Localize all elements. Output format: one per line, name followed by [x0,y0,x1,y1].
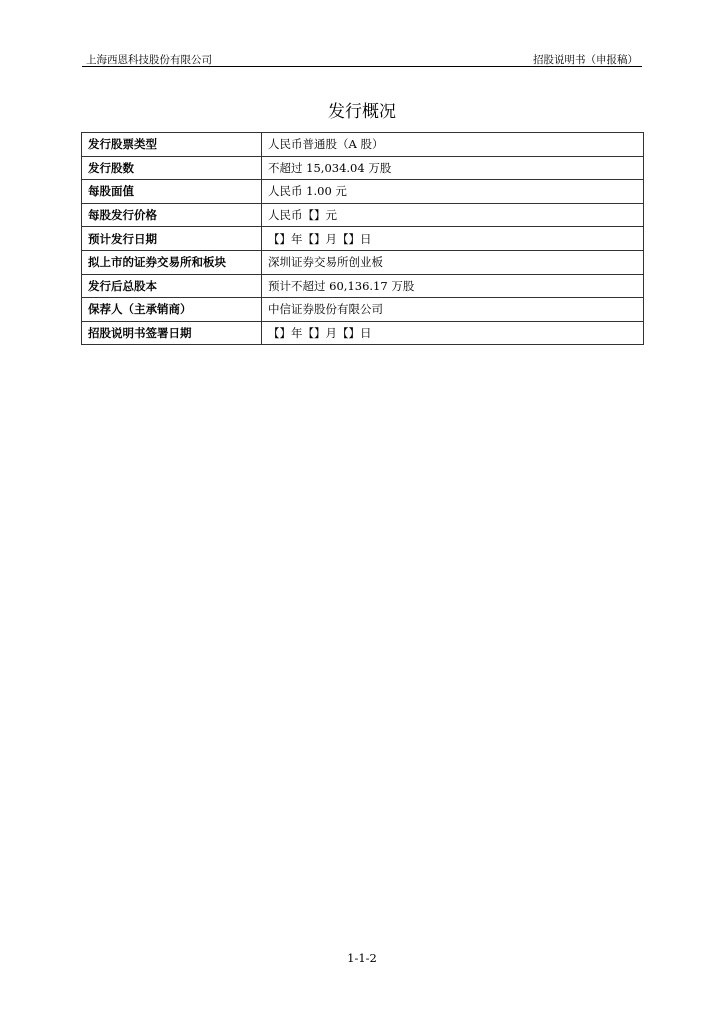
header-company-name: 上海西恩科技股份有限公司 [86,54,212,66]
row-label: 每股发行价格 [82,203,262,227]
table-row [82,250,644,274]
table-row [82,321,644,345]
table-row [82,227,644,251]
table-row [82,156,644,180]
row-label: 发行股票类型 [82,133,262,157]
row-value: 预计不超过 60,136.17 万股 [262,274,644,298]
row-value: 人民币普通股（A 股） [262,133,644,157]
row-value: 【】年【】月【】日 [262,321,644,345]
row-value: 中信证券股份有限公司 [262,298,644,322]
row-label: 发行后总股本 [82,274,262,298]
header-document-type: 招股说明书（申报稿） [533,54,638,66]
row-label: 招股说明书签署日期 [82,321,262,345]
table-row [82,298,644,322]
row-label: 拟上市的证券交易所和板块 [82,250,262,274]
table-row [82,203,644,227]
table-row [82,180,644,204]
page-number: 1-1-2 [347,951,377,965]
row-value: 人民币 1.00 元 [262,180,644,204]
row-label: 发行股数 [82,156,262,180]
header-divider [82,66,642,67]
table-row [82,274,644,298]
row-value: 【】年【】月【】日 [262,227,644,251]
row-label: 每股面值 [82,180,262,204]
row-label: 预计发行日期 [82,227,262,251]
row-label: 保荐人（主承销商） [82,298,262,322]
offering-summary-table [81,132,644,345]
row-value: 不超过 15,034.04 万股 [262,156,644,180]
page-title: 发行概况 [328,102,396,122]
page-header [82,50,642,66]
row-value: 人民币【】元 [262,203,644,227]
table-row [82,133,644,157]
row-value: 深圳证券交易所创业板 [262,250,644,274]
